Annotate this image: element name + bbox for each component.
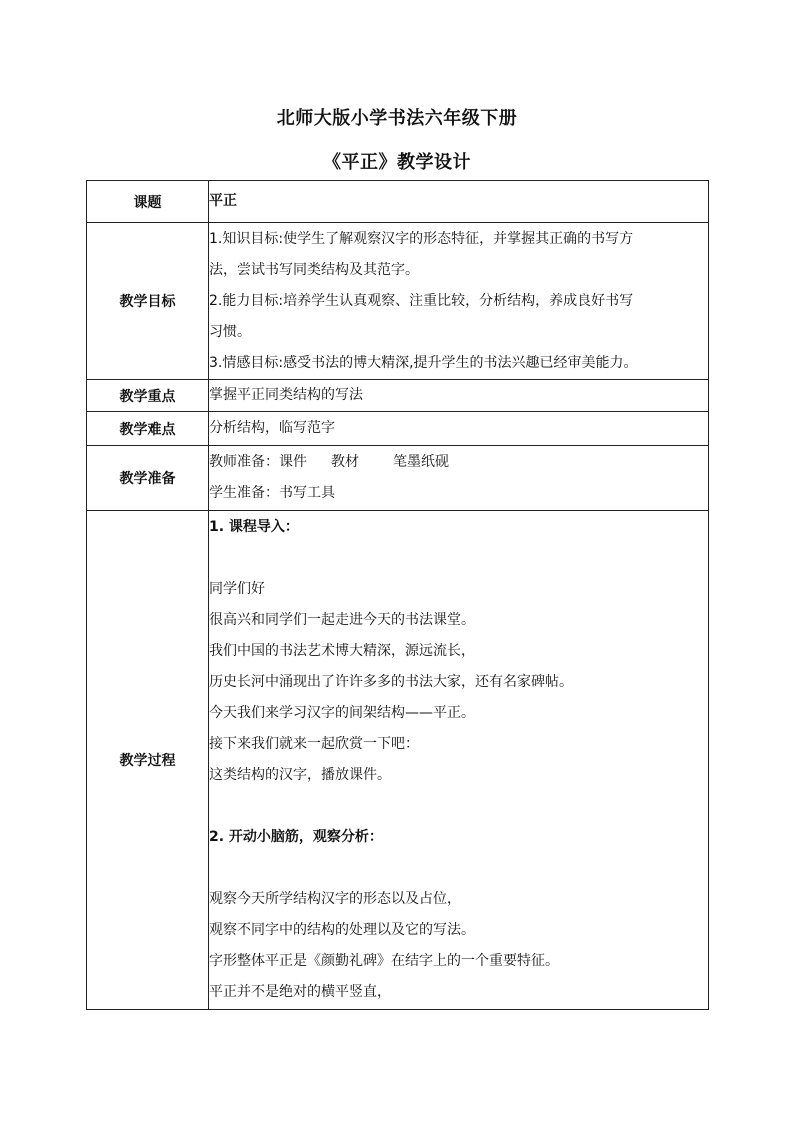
- table-row-process: [87, 511, 709, 1010]
- lesson-plan-table: [86, 180, 709, 1010]
- goal-line: 法，尝试书写同类结构及其范字。: [209, 261, 419, 278]
- teacher-prep-prefix: 教师准备：课件: [209, 454, 307, 470]
- goal-line: 习惯。: [209, 323, 251, 340]
- table-row-preparation: [87, 446, 709, 511]
- table-row-difficulty: [87, 412, 709, 446]
- topic-label: 课题: [87, 181, 209, 223]
- document-title: 北师大版小学书法六年级下册: [276, 108, 518, 129]
- process-line: 今天我们来学习汉字的间架结构——平正。: [209, 705, 475, 721]
- process-line: 同学们好: [209, 581, 265, 597]
- document-subtitle: 《平正》教学设计: [323, 152, 471, 173]
- goal-line: 2.能力目标:培养学生认真观察、注重比较，分析结构，养成良好书写: [209, 292, 634, 309]
- preparation-label: 教学准备: [87, 446, 209, 511]
- process-line: 接下来我们就来一起欣赏一下吧：: [209, 736, 419, 752]
- table-row-goals: [87, 223, 709, 380]
- section-heading: 1. 课程导入：: [209, 519, 299, 535]
- process-line: 历史长河中涌现出了许许多多的书法大家，还有名家碑帖。: [209, 674, 573, 690]
- section-heading: 2. 开动小脑筋，观察分析：: [209, 829, 383, 845]
- process-line: 平正并不是绝对的横平竖直，: [209, 984, 391, 1000]
- process-label: 教学过程: [87, 511, 209, 1010]
- student-preparation: 学生准备：书写工具: [209, 485, 335, 501]
- goals-content: [209, 223, 709, 380]
- process-content: [209, 511, 709, 1010]
- process-line: 观察不同字中的结构的处理以及它的写法。: [209, 922, 475, 938]
- topic-value: 平正: [209, 181, 709, 223]
- table-row-topic: [87, 181, 709, 223]
- process-line: 很高兴和同学们一起走进今天的书法课堂。: [209, 612, 475, 628]
- difficulty-label: 教学难点: [87, 412, 209, 446]
- preparation-content: [209, 446, 709, 511]
- teacher-prep-item: 教材: [331, 454, 359, 470]
- process-line: 观察今天所学结构汉字的形态以及占位，: [209, 891, 461, 907]
- table-row-key-point: [87, 380, 709, 412]
- goal-line: 3.情感目标:感受书法的博大精深,提升学生的书法兴趣已经审美能力。: [209, 354, 638, 371]
- teacher-preparation: [209, 447, 708, 478]
- process-line: 这类结构的汉字，播放课件。: [209, 767, 391, 783]
- goal-line: 1.知识目标:使学生了解观察汉字的形态特征，并掌握其正确的书写方: [209, 230, 634, 247]
- process-line: 字形整体平正是《颜勤礼碑》在结字上的一个重要特征。: [209, 953, 559, 969]
- goals-label: 教学目标: [87, 223, 209, 380]
- key-point-value: 掌握平正同类结构的写法: [209, 380, 709, 412]
- difficulty-value: 分析结构，临写范字: [209, 412, 709, 446]
- key-point-label: 教学重点: [87, 380, 209, 412]
- process-line: 我们中国的书法艺术博大精深，源远流长，: [209, 643, 475, 659]
- teacher-prep-item: 笔墨纸砚: [393, 454, 449, 470]
